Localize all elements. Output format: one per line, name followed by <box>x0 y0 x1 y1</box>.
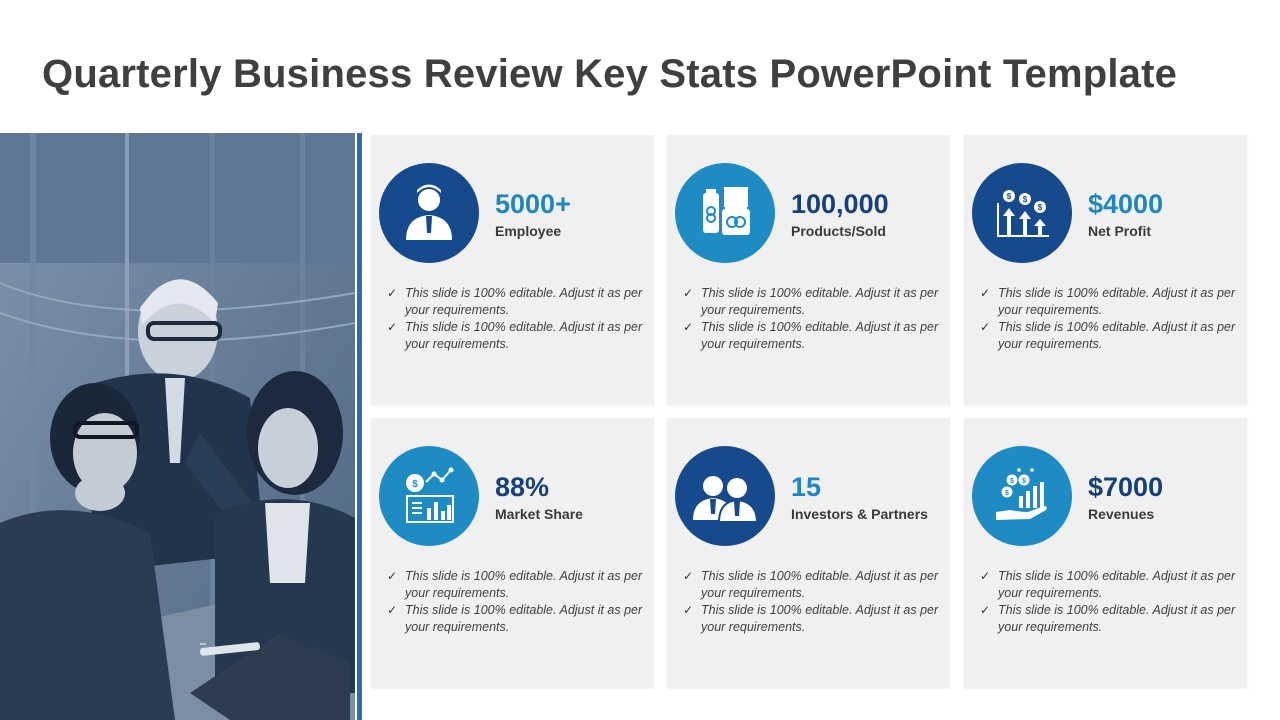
list-item: ✓ This slide is 100% editable. Adjust it as per your requirements. <box>980 320 1236 351</box>
checkmark-icon: ✓ <box>683 286 694 300</box>
checkmark-icon: ✓ <box>387 320 398 334</box>
bullet-list <box>387 568 645 636</box>
checkmark-icon: ✓ <box>980 286 991 300</box>
list-item: ✓ This slide is 100% editable. Adjust it as per your requirements. <box>683 603 939 634</box>
checkmark-icon: ✓ <box>683 320 694 334</box>
svg-text:$: $ <box>412 479 418 490</box>
stat-card-products-sold <box>667 135 950 405</box>
stat-label: Revenues <box>1088 506 1155 522</box>
slide-title: Quarterly Business Review Key Stats PowerPoint Template <box>42 52 1178 96</box>
checkmark-icon: ✓ <box>387 603 398 617</box>
net-profit-icon <box>972 163 1072 263</box>
checkmark-icon: ✓ <box>387 286 398 300</box>
svg-text:$: $ <box>1022 195 1028 204</box>
bullet-list <box>387 285 645 353</box>
bullet-list <box>980 568 1238 636</box>
employee-icon <box>379 163 479 263</box>
list-item: ✓ This slide is 100% editable. Adjust it as per your requirements. <box>980 569 1236 600</box>
stat-value: 15 <box>791 472 822 502</box>
bullet-list <box>683 285 941 353</box>
checkmark-icon: ✓ <box>683 569 694 583</box>
investors-icon <box>675 446 775 546</box>
stat-card-revenues <box>964 418 1247 688</box>
business-team-meeting-photo <box>0 133 355 720</box>
list-item: ✓ This slide is 100% editable. Adjust it as per your requirements. <box>387 569 643 600</box>
stat-value: $7000 <box>1088 472 1164 502</box>
stat-value: $4000 <box>1088 189 1164 219</box>
stat-value: 88% <box>495 472 550 502</box>
revenues-icon <box>972 446 1072 546</box>
list-item: ✓ This slide is 100% editable. Adjust it as per your requirements. <box>683 569 939 600</box>
stat-label: Market Share <box>495 506 583 522</box>
svg-text:$: $ <box>1005 490 1009 497</box>
svg-text:$: $ <box>1006 192 1012 201</box>
svg-text:$: $ <box>1037 203 1043 212</box>
stat-value: 100,000 <box>791 189 889 219</box>
stat-label: Employee <box>495 223 562 239</box>
stat-card-employee <box>371 135 654 405</box>
stat-card-market-share <box>371 418 654 688</box>
list-item: ✓ This slide is 100% editable. Adjust it as per your requirements. <box>980 603 1236 634</box>
vertical-divider <box>357 133 362 720</box>
list-item: ✓ This slide is 100% editable. Adjust it as per your requirements. <box>683 286 939 317</box>
checkmark-icon: ✓ <box>980 603 991 617</box>
bullet-list <box>683 568 941 636</box>
stat-label: Products/Sold <box>791 223 886 239</box>
bullet-list <box>980 285 1238 353</box>
list-item: ✓ This slide is 100% editable. Adjust it as per your requirements. <box>387 286 643 317</box>
checkmark-icon: ✓ <box>683 603 694 617</box>
stat-card-net-profit <box>964 135 1247 405</box>
svg-text:$: $ <box>1010 478 1014 485</box>
stat-label: Net Profit <box>1088 223 1151 239</box>
list-item: ✓ This slide is 100% editable. Adjust it as per your requirements. <box>683 320 939 351</box>
products-icon <box>675 163 775 263</box>
svg-text:$: $ <box>1022 478 1026 485</box>
list-item: ✓ This slide is 100% editable. Adjust it as per your requirements. <box>980 286 1236 317</box>
checkmark-icon: ✓ <box>980 569 991 583</box>
checkmark-icon: ✓ <box>980 320 991 334</box>
stat-card-investors-partners <box>667 418 950 688</box>
stat-label: Investors & Partners <box>791 506 928 522</box>
market-share-icon <box>379 446 479 546</box>
checkmark-icon: ✓ <box>387 569 398 583</box>
stat-value: 5000+ <box>495 189 571 219</box>
list-item: ✓ This slide is 100% editable. Adjust it as per your requirements. <box>387 603 643 634</box>
list-item: ✓ This slide is 100% editable. Adjust it as per your requirements. <box>387 320 643 351</box>
